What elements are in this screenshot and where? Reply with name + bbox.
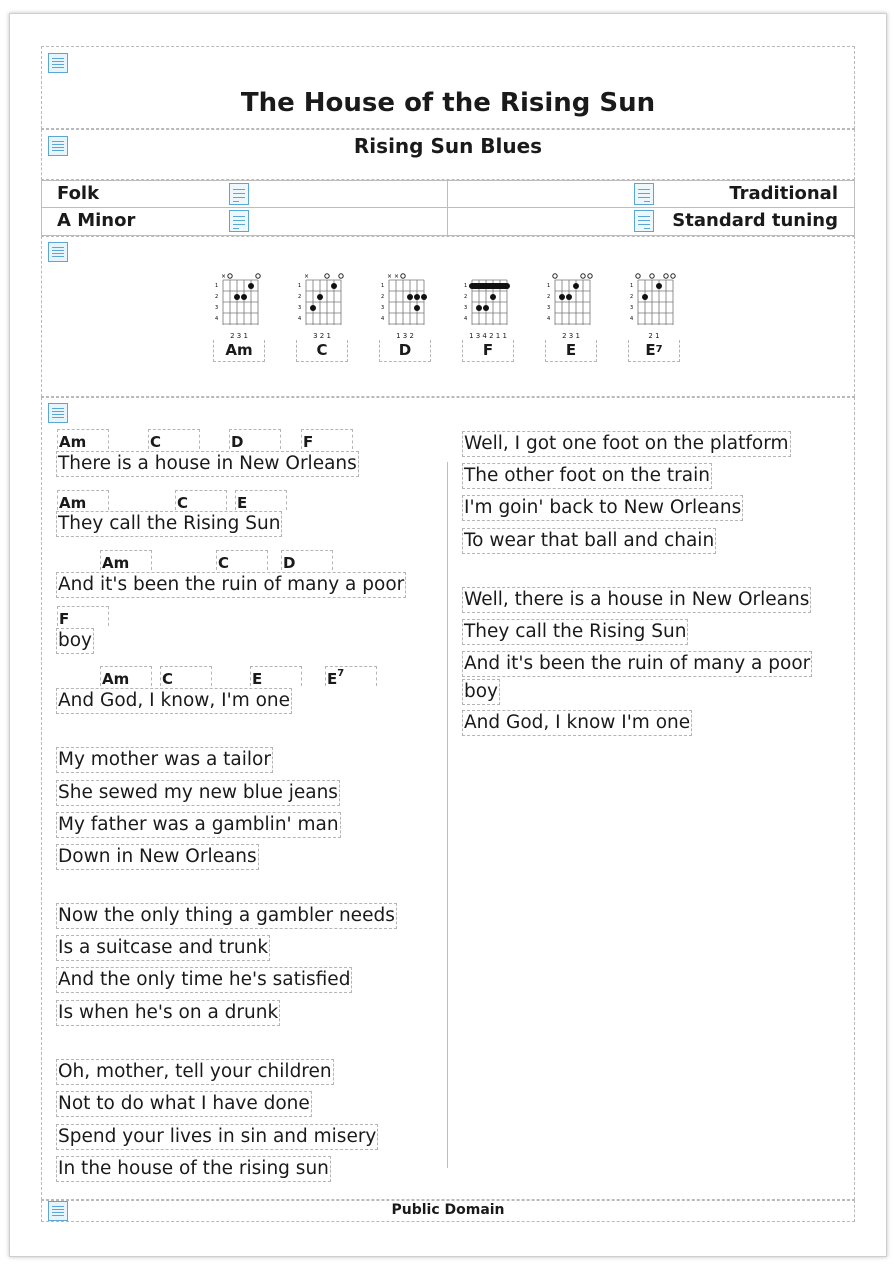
chord[interactable]: C: [148, 429, 200, 449]
lyric-line[interactable]: I'm goin' back to New Orleans: [462, 495, 743, 521]
lyric-line[interactable]: And the only time he's satisfied: [56, 967, 352, 993]
chord-name: $E^7$: [628, 340, 680, 362]
lyric-line[interactable]: And it's been the ruin of many a poor: [462, 651, 812, 677]
artist-label: Traditional: [729, 183, 838, 204]
svg-text:2: 2: [464, 294, 468, 300]
chord-name: C: [296, 340, 348, 362]
lyric-line[interactable]: Not to do what I have done: [56, 1091, 312, 1117]
svg-text:1: 1: [547, 283, 551, 289]
svg-text:1: 1: [630, 283, 634, 289]
genre-label: Folk: [57, 183, 100, 204]
finger-numbers: 1 3 4 2 1 1: [469, 332, 507, 340]
svg-text:3: 3: [630, 305, 634, 311]
chord[interactable]: E: [235, 490, 287, 510]
chord[interactable]: C: [216, 550, 268, 570]
chord-diagrams-section[interactable]: [41, 236, 855, 397]
lyric-line[interactable]: boy: [56, 628, 94, 654]
lyric-line[interactable]: Now the only thing a gambler needs: [56, 903, 397, 929]
finger-numbers: 2 3 1: [230, 332, 248, 340]
svg-text:1: 1: [464, 283, 468, 289]
lyric-line[interactable]: My father was a gamblin' man: [56, 812, 341, 838]
svg-text:3: 3: [547, 305, 551, 311]
chord-diagram-d[interactable]: [379, 270, 431, 362]
svg-text:1: 1: [215, 283, 219, 289]
chord-diagram-c[interactable]: [296, 270, 348, 362]
finger-numbers: 1 3 2: [396, 332, 414, 340]
svg-text:2: 2: [630, 294, 634, 300]
svg-text:2: 2: [381, 294, 385, 300]
song-title: The House of the Rising Sun: [240, 88, 656, 118]
svg-text:3: 3: [464, 305, 468, 311]
chord[interactable]: F: [301, 429, 353, 449]
chord-diagram-e7[interactable]: [628, 270, 680, 362]
lyric-line[interactable]: boy: [462, 679, 500, 705]
lyric-line[interactable]: Down in New Orleans: [56, 844, 259, 870]
lyric-line[interactable]: In the house of the rising sun: [56, 1156, 331, 1182]
lyric-line[interactable]: Well, I got one foot on the platform: [462, 431, 791, 457]
field-icon[interactable]: [229, 183, 249, 205]
lyric-line[interactable]: Spend your lives in sin and misery: [56, 1124, 378, 1150]
copyright-footer: Public Domain: [391, 1202, 505, 1218]
section-icon[interactable]: [48, 403, 68, 423]
key-label: A Minor: [57, 210, 136, 231]
song-page: [9, 13, 887, 1257]
section-icon[interactable]: [48, 53, 68, 73]
lyric-line[interactable]: My mother was a tailor: [56, 747, 273, 773]
chord-diagram-f[interactable]: [462, 270, 514, 362]
svg-text:1: 1: [298, 283, 302, 289]
finger-numbers: 3 2 1: [313, 332, 331, 340]
svg-text:1: 1: [381, 283, 385, 289]
svg-text:×: ×: [304, 273, 310, 280]
section-icon[interactable]: [48, 242, 68, 262]
svg-text:3: 3: [298, 305, 302, 311]
chord[interactable]: D: [229, 429, 281, 449]
chord-diagram-e[interactable]: [545, 270, 597, 362]
svg-text:4: 4: [298, 316, 302, 322]
lyric-line[interactable]: There is a house in New Orleans: [56, 451, 359, 477]
chord[interactable]: C: [160, 666, 212, 686]
chord-name: D: [379, 340, 431, 362]
chord[interactable]: E: [250, 666, 302, 686]
lyric-line[interactable]: The other foot on the train: [462, 463, 712, 489]
svg-text:4: 4: [215, 316, 219, 322]
song-subtitle: Rising Sun Blues: [353, 134, 543, 158]
svg-text:×: ×: [394, 273, 400, 280]
chord[interactable]: Am: [57, 490, 109, 510]
column-divider: [447, 462, 448, 1168]
lyric-line[interactable]: Oh, mother, tell your children: [56, 1059, 334, 1085]
svg-text:2: 2: [547, 294, 551, 300]
chord-name: Am: [213, 340, 265, 362]
lyric-line[interactable]: They call the Rising Sun: [462, 619, 688, 645]
svg-text:4: 4: [381, 316, 385, 322]
finger-numbers: 2 1: [648, 332, 660, 340]
chord-diagram-am[interactable]: [213, 270, 265, 362]
lyric-line[interactable]: Is a suitcase and trunk: [56, 935, 270, 961]
chord[interactable]: C: [175, 490, 227, 510]
svg-text:4: 4: [630, 316, 634, 322]
finger-numbers: 2 3 1: [562, 332, 580, 340]
lyric-line[interactable]: They call the Rising Sun: [56, 511, 282, 537]
svg-text:×: ×: [221, 273, 227, 280]
svg-text:3: 3: [215, 305, 219, 311]
lyric-line[interactable]: To wear that ball and chain: [462, 528, 716, 554]
lyric-line[interactable]: And it's been the ruin of many a poor: [56, 572, 406, 598]
chord[interactable]: Am: [57, 429, 109, 449]
meta-column-divider: [447, 180, 448, 236]
svg-text:4: 4: [464, 316, 468, 322]
field-icon[interactable]: [634, 210, 654, 232]
tuning-label: Standard tuning: [672, 210, 838, 231]
lyric-line[interactable]: Is when he's on a drunk: [56, 1000, 280, 1026]
svg-text:2: 2: [298, 294, 302, 300]
chord-name: F: [462, 340, 514, 362]
svg-text:×: ×: [387, 273, 393, 280]
chord[interactable]: Am: [100, 550, 152, 570]
chord[interactable]: D: [281, 550, 333, 570]
svg-text:2: 2: [215, 294, 219, 300]
chord[interactable]: Am: [100, 666, 152, 686]
lyric-line[interactable]: And God, I know, I'm one: [56, 688, 292, 714]
chord[interactable]: F: [57, 606, 109, 626]
field-icon[interactable]: [229, 210, 249, 232]
lyric-line[interactable]: And God, I know I'm one: [462, 710, 692, 736]
chord-name: E: [545, 340, 597, 362]
svg-text:3: 3: [381, 305, 385, 311]
svg-text:4: 4: [547, 316, 551, 322]
lyric-line[interactable]: She sewed my new blue jeans: [56, 780, 340, 806]
chord[interactable]: $E^7$: [325, 666, 377, 686]
field-icon[interactable]: [634, 183, 654, 205]
meta-divider: [41, 207, 855, 208]
lyric-line[interactable]: Well, there is a house in New Orleans: [462, 587, 811, 613]
